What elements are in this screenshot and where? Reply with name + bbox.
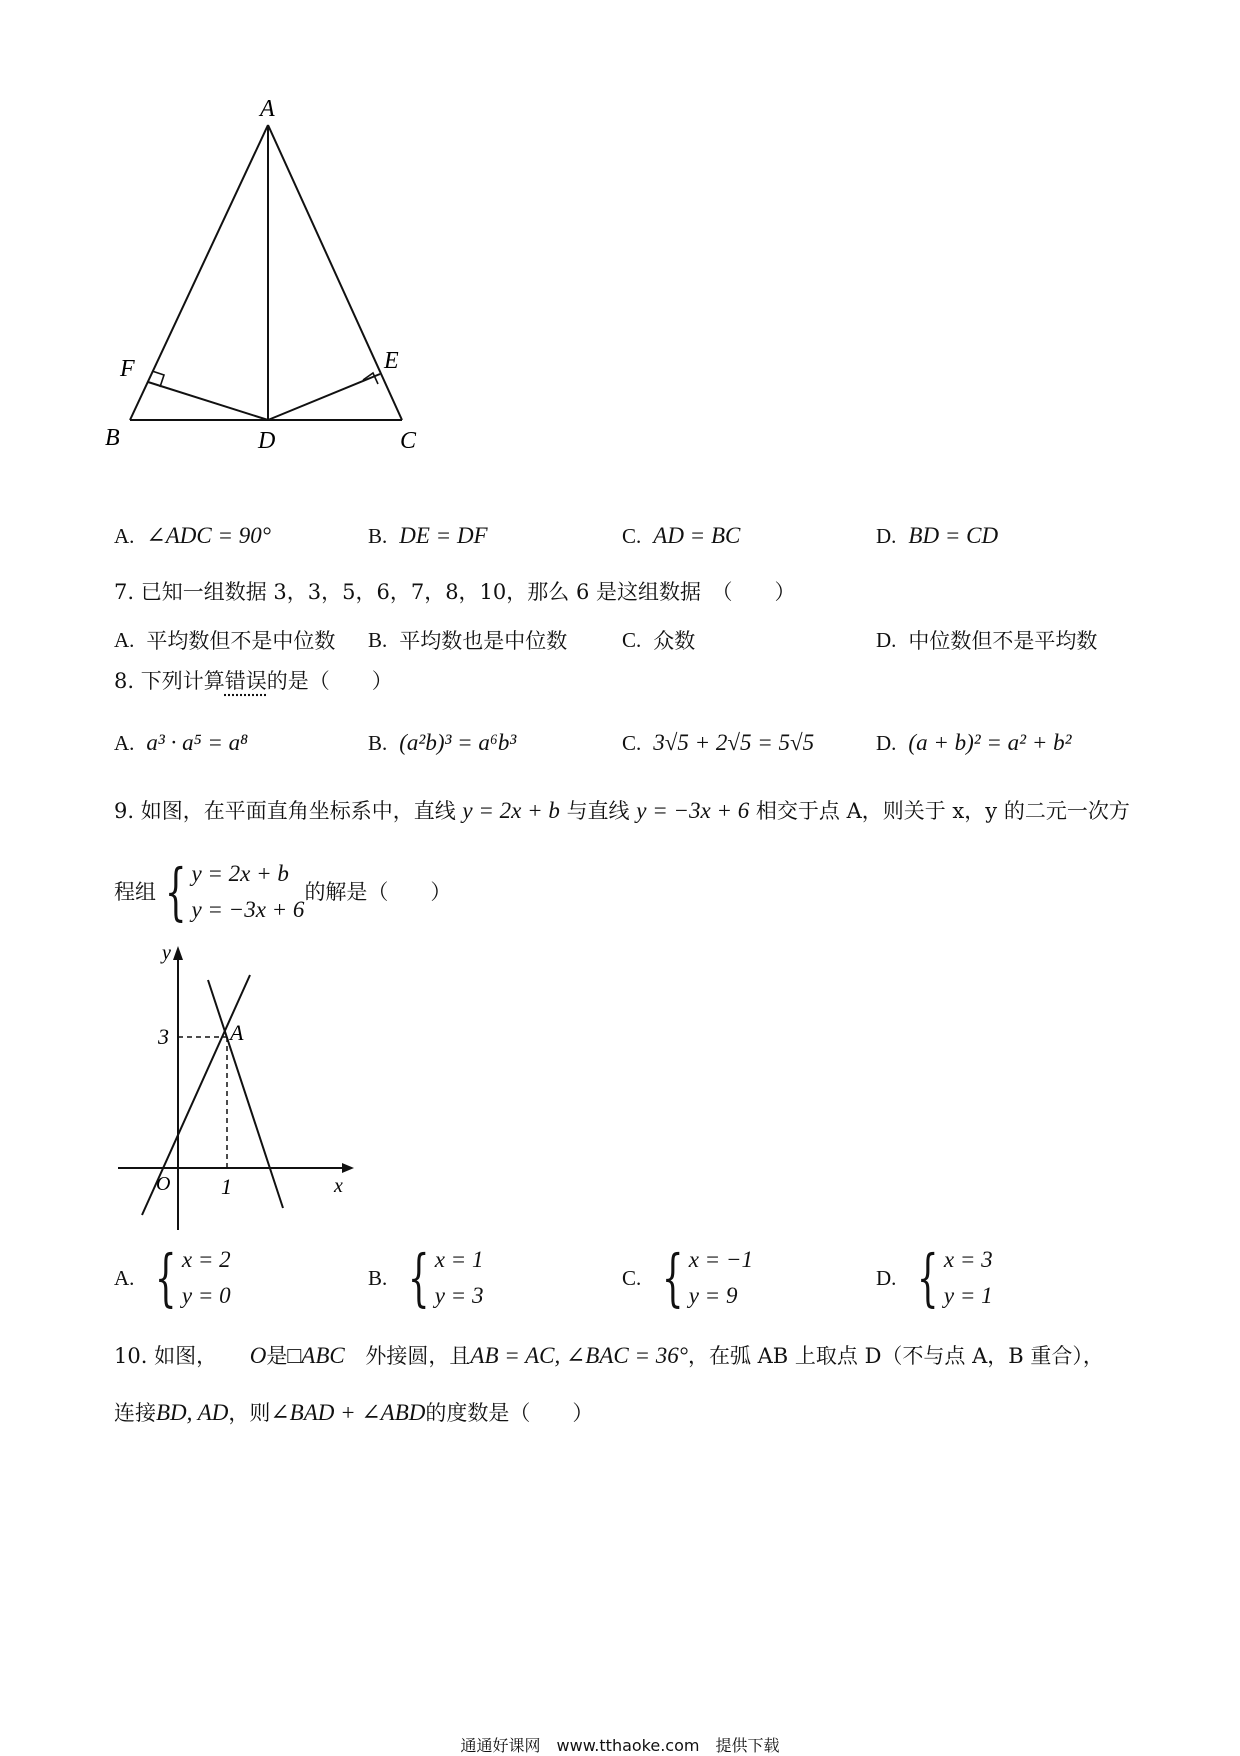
q10-line2-part2: ，则 bbox=[228, 1401, 271, 1425]
x-tick-label: 1 bbox=[221, 1174, 232, 1199]
q9-stem2-suffix: 的解是（ ） bbox=[304, 880, 452, 904]
q9-stem2-prefix: 程组 bbox=[114, 880, 156, 904]
system-line: x = 2 bbox=[181, 1247, 231, 1272]
q10-line2-part1: 连接 bbox=[114, 1401, 156, 1425]
q9-stem bbox=[114, 797, 1130, 825]
option-text: DE = DF bbox=[399, 523, 488, 548]
q9-stem-line2 bbox=[114, 856, 451, 928]
q7-option-c[interactable] bbox=[622, 625, 695, 655]
system-line: y = 3 bbox=[434, 1283, 484, 1308]
q6-option-c[interactable] bbox=[622, 523, 740, 549]
line-y-neg3x-6 bbox=[208, 980, 283, 1208]
label-e: E bbox=[384, 348, 399, 374]
y-axis-label: y bbox=[162, 942, 171, 964]
option-text: (a²b)³ = a⁶b³ bbox=[399, 730, 517, 755]
option-text: ∠ADC = 90° bbox=[146, 523, 271, 548]
option-label: C. bbox=[622, 523, 642, 548]
option-label: D. bbox=[876, 523, 897, 548]
q8-stem-suffix: 的是（ ） bbox=[266, 669, 393, 693]
q7-option-d[interactable] bbox=[876, 625, 1097, 655]
q8-stem-prefix: 8. 下列计算 bbox=[114, 669, 225, 693]
label-f: F bbox=[120, 356, 135, 382]
option-label: D. bbox=[876, 730, 897, 755]
q10-line2-part3: 的度数是（ ） bbox=[425, 1401, 594, 1425]
q9-line1: y = 2x + b bbox=[462, 798, 560, 823]
system-line: x = 3 bbox=[943, 1247, 993, 1272]
q10-stem-line1 bbox=[114, 1342, 1104, 1370]
option-label: B. bbox=[368, 1265, 388, 1290]
q9-option-a[interactable] bbox=[114, 1242, 231, 1314]
x-axis-arrow bbox=[342, 1163, 354, 1173]
option-label: C. bbox=[622, 1265, 642, 1290]
q8-option-d[interactable] bbox=[876, 730, 1072, 756]
q6-option-a[interactable] bbox=[114, 523, 271, 549]
side-ab bbox=[130, 125, 268, 420]
q8-stem-emphasis: 错误 bbox=[224, 669, 267, 693]
q9-line2: y = −3x + 6 bbox=[636, 798, 750, 823]
label-c: C bbox=[400, 428, 417, 454]
option-label: D. bbox=[876, 1265, 897, 1290]
q8-option-a[interactable] bbox=[114, 730, 248, 756]
option-text: (a + b)² = a² + b² bbox=[908, 730, 1072, 755]
y-axis-arrow bbox=[173, 946, 183, 960]
q10-triangle: □ABC bbox=[287, 1343, 345, 1368]
option-label: B. bbox=[368, 523, 388, 548]
option-text: 平均数也是中位数 bbox=[399, 629, 568, 653]
label-d: D bbox=[258, 428, 276, 454]
system-line: y = 2x + b bbox=[191, 861, 289, 886]
q9-option-b[interactable] bbox=[368, 1242, 483, 1314]
x-axis-label: x bbox=[334, 1175, 343, 1197]
option-label: D. bbox=[876, 627, 897, 652]
q10-part4: ，在弧 AB 上取点 D（不与点 A，B 重合）， bbox=[687, 1344, 1104, 1368]
page-footer: 通通好课网 www.tthaoke.com 提供下载 bbox=[460, 1736, 780, 1755]
q10-circle-label: O bbox=[249, 1343, 267, 1368]
brace-icon: { bbox=[155, 1241, 177, 1314]
q8-option-b[interactable] bbox=[368, 730, 516, 756]
option-label: A. bbox=[114, 730, 135, 755]
q10-condition: AB = AC, ∠BAC = 36° bbox=[470, 1343, 688, 1368]
brace-icon: { bbox=[917, 1241, 939, 1314]
origin-label: O bbox=[156, 1173, 171, 1195]
brace-icon: { bbox=[164, 855, 187, 928]
option-text: 3√5 + 2√5 = 5√5 bbox=[653, 730, 815, 755]
q7-stem: 7. 已知一组数据 3，3，5，6，7，8，10，那么 6 是这组数据 （ ） bbox=[114, 580, 796, 604]
y-tick-label: 3 bbox=[158, 1024, 169, 1049]
q10-part2: 是 bbox=[266, 1344, 288, 1368]
option-text: BD = CD bbox=[908, 523, 999, 548]
q9-stem-part3: 相交于点 A，则关于 x，y 的二元一次方 bbox=[755, 799, 1130, 823]
system-line: y = 0 bbox=[181, 1283, 231, 1308]
system-line: y = 1 bbox=[943, 1283, 993, 1308]
system-line: y = −3x + 6 bbox=[191, 897, 305, 922]
q6-option-b[interactable] bbox=[368, 523, 488, 549]
brace-icon: { bbox=[408, 1241, 430, 1314]
option-label: A. bbox=[114, 523, 135, 548]
system-line: y = 9 bbox=[688, 1283, 738, 1308]
segment-df bbox=[148, 382, 268, 420]
option-label: B. bbox=[368, 730, 388, 755]
brace-icon: { bbox=[662, 1241, 684, 1314]
option-text: 平均数但不是中位数 bbox=[146, 629, 336, 653]
system-line: x = 1 bbox=[434, 1247, 484, 1272]
option-label: A. bbox=[114, 1265, 135, 1290]
option-text: AD = BC bbox=[653, 523, 741, 548]
q10-part1: 10. 如图， bbox=[114, 1344, 218, 1368]
q10-angles: ∠BAD + ∠ABD bbox=[270, 1400, 426, 1425]
option-text: 中位数但不是平均数 bbox=[908, 629, 1098, 653]
q8-stem bbox=[114, 667, 393, 695]
q7-option-b[interactable] bbox=[368, 625, 567, 655]
q9-stem-part2: 与直线 bbox=[566, 799, 630, 823]
q7-option-a[interactable] bbox=[114, 625, 335, 655]
option-label: C. bbox=[622, 627, 642, 652]
option-label: A. bbox=[114, 627, 135, 652]
option-label: C. bbox=[622, 730, 642, 755]
label-b: B bbox=[105, 425, 120, 451]
triangle-figure bbox=[100, 90, 430, 460]
q10-stem-line2 bbox=[114, 1399, 593, 1427]
q9-coordinate-graph bbox=[110, 940, 360, 1230]
q9-option-c[interactable] bbox=[622, 1242, 753, 1314]
q9-stem-part1: 9. 如图，在平面直角坐标系中，直线 bbox=[114, 799, 456, 823]
q8-option-c[interactable] bbox=[622, 730, 814, 756]
option-text: a³ · a⁵ = a⁸ bbox=[146, 730, 249, 755]
label-a: A bbox=[260, 96, 275, 122]
q9-equation-system bbox=[156, 856, 304, 928]
q6-option-d[interactable] bbox=[876, 523, 998, 549]
side-ac bbox=[268, 125, 402, 420]
q10-part3: 外接圆，且 bbox=[365, 1344, 471, 1368]
q9-option-d[interactable] bbox=[876, 1242, 993, 1314]
point-a-label: A bbox=[230, 1020, 244, 1045]
system-line: x = −1 bbox=[688, 1247, 753, 1272]
segment-de bbox=[268, 374, 380, 420]
option-label: B. bbox=[368, 627, 388, 652]
option-text: 众数 bbox=[653, 629, 696, 653]
q10-segments: BD, AD bbox=[156, 1400, 229, 1425]
